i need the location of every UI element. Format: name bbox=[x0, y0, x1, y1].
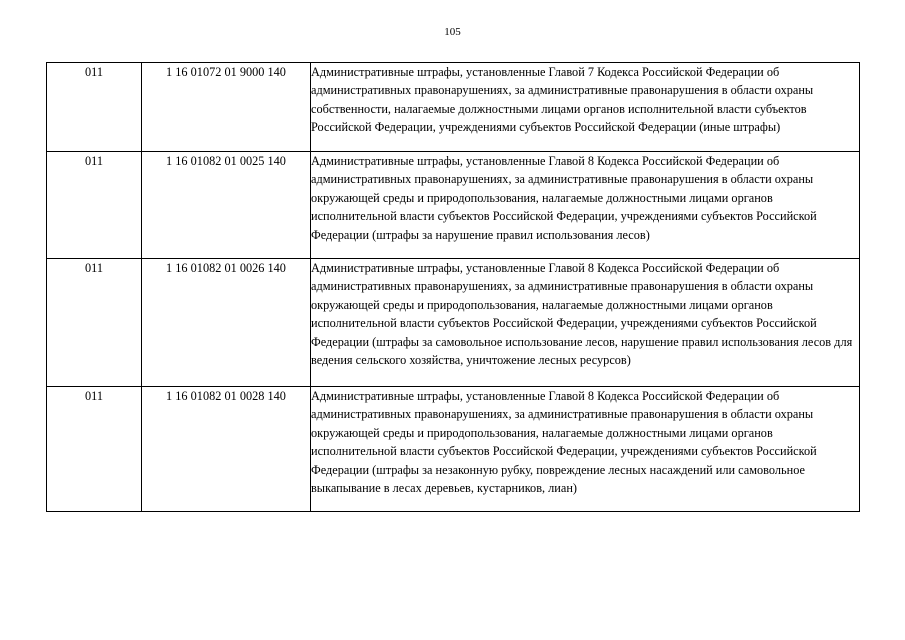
budget-classification-table bbox=[46, 62, 860, 512]
admin-code-cell: 011 bbox=[47, 387, 142, 512]
table-row bbox=[47, 63, 860, 152]
admin-code-cell: 011 bbox=[47, 152, 142, 259]
description-cell bbox=[311, 63, 860, 152]
description-text: Административные штрафы, установленные Главой 8 Кодекса Российской Федерации об административных правонарушениях, за административные правонарушения в области охраны окружающей среды и природопользования, налагаемые должностными лицами органов исполнительной власти субъектов Российской Федерации, учреждениями субъектов Российской Федерации (штрафы за самовольное использование лесов, нарушение правил использования лесов для ведения сельского хозяйства, уничтожение лесных ресурсов) bbox=[311, 261, 853, 368]
description-text: Административные штрафы, установленные Главой 8 Кодекса Российской Федерации об административных правонарушениях, за административные правонарушения в области охраны окружающей среды и природопользования, налагаемые должностными лицами органов исполнительной власти субъектов Российской Федерации, учреждениями субъектов Российской Федерации (штрафы за незаконную рубку, повреждение лесных насаждений или самовольное выкапывание в лесах деревьев, кустарников, лиан) bbox=[311, 389, 817, 496]
admin-code-cell: 011 bbox=[47, 259, 142, 387]
description-cell bbox=[311, 259, 860, 387]
description-cell bbox=[311, 387, 860, 512]
kbk-code-cell: 1 16 01082 01 0028 140 bbox=[142, 387, 311, 512]
table-row bbox=[47, 259, 860, 387]
description-text: Административные штрафы, установленные Главой 8 Кодекса Российской Федерации об административных правонарушениях, за административные правонарушения в области охраны окружающей среды и природопользования, налагаемые должностными лицами органов исполнительной власти субъектов Российской Федерации, учреждениями субъектов Российской Федерации (штрафы за нарушение правил использования лесов) bbox=[311, 154, 817, 242]
table-row bbox=[47, 387, 860, 512]
kbk-code-cell: 1 16 01072 01 9000 140 bbox=[142, 63, 311, 152]
kbk-code-cell: 1 16 01082 01 0026 140 bbox=[142, 259, 311, 387]
description-cell bbox=[311, 152, 860, 259]
admin-code-cell: 011 bbox=[47, 63, 142, 152]
table-row bbox=[47, 152, 860, 259]
kbk-code-cell: 1 16 01082 01 0025 140 bbox=[142, 152, 311, 259]
description-text: Административные штрафы, установленные Главой 7 Кодекса Российской Федерации об административных правонарушениях, за административные правонарушения в области охраны собственности, налагаемые должностными лицами органов исполнительной власти субъектов Российской Федерации, учреждениями субъектов Российской Федерации (иные штрафы) bbox=[311, 65, 814, 135]
page-number: 105 bbox=[444, 26, 461, 38]
